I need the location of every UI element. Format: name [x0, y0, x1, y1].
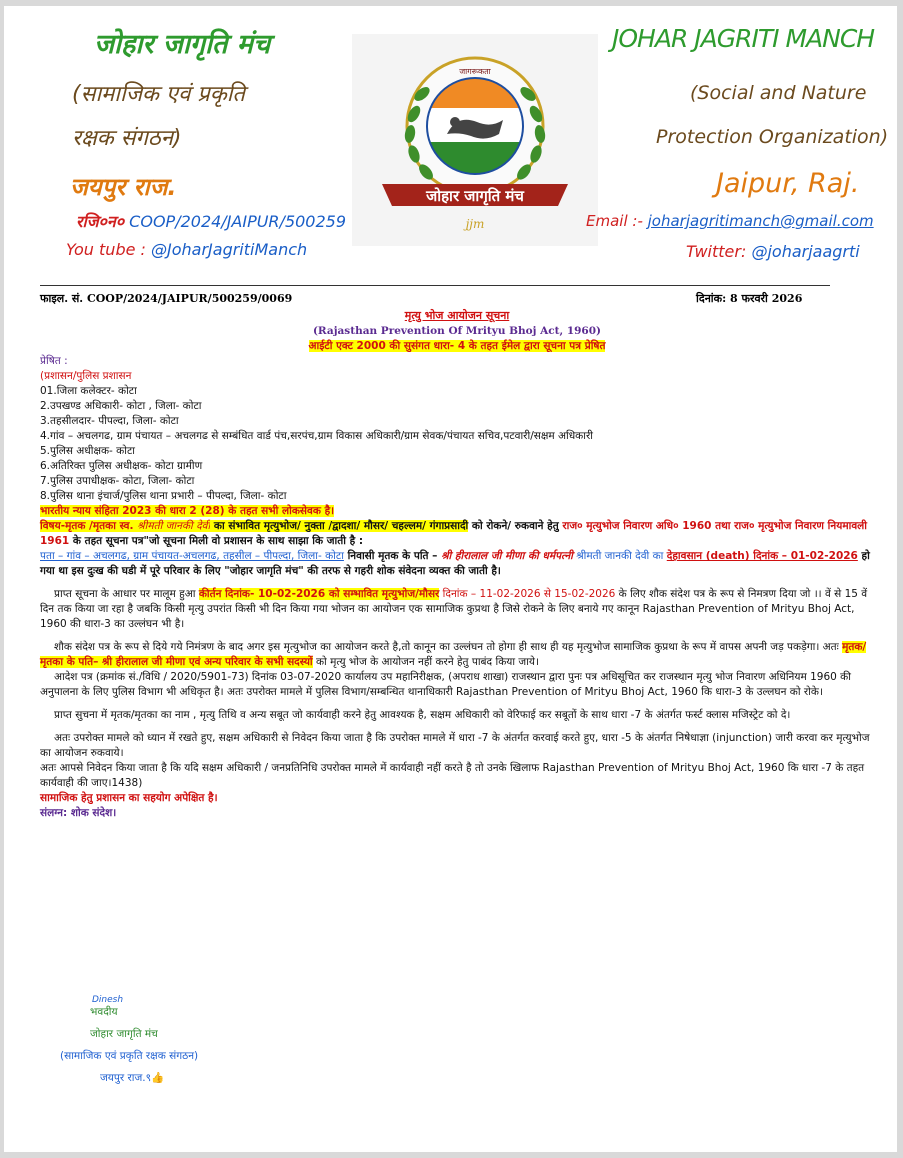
twitter-handle	[686, 242, 860, 261]
org-logo	[352, 34, 598, 246]
address-joiner: निवासी मृतक के पति –	[343, 550, 442, 562]
city-hindi: जयपुर राज.	[70, 173, 177, 201]
paragraph-5: अतः उपरोक्त मामले को ध्यान में रखते हुए, सक्षम अधिकारी से निवेदन किया जाता है कि उपरोक्त मामले में धारा -7 के अंतर्गत करवाई करते हुए, धारा -5 के अंतर्गत निषेधाज्ञा (injunction) जारी करवा कर मृत्युभोज का आयोजन रुकवाये।	[40, 732, 870, 759]
file-number: फाइल. सं. COOP/2024/JAIPUR/500259/0069	[40, 292, 293, 305]
it-act-line: आईटी एक्ट 2000 की सुसंगत धारा- 4 के तहत ईमेल द्वारा सूचना पत्र प्रेषित	[308, 340, 606, 352]
list-item: 4.गांव – अचलगढ, ग्राम पंचायत – अचलगढ से सम्बंधित वार्ड पंच,सरपंच,ग्राम विकास अधिकारी/ग्राम सेवक/पंचायत सचिव,पटवारी/सक्षम अधिकारी	[40, 430, 593, 442]
deceased-name-2: श्रीमती जानकी देवी	[572, 550, 650, 562]
recipient-list	[40, 384, 874, 504]
list-item: 6.अतिरिक्त पुलिस अधीक्षक- कोटा ग्रामीण	[40, 460, 203, 472]
letter-body	[40, 308, 874, 821]
paragraph-6: अतः आपसे निवेदन किया जाता है कि यदि सक्षम अधिकारी / जनप्रतिनिधि उपरोक्त मामले में कार्यवाही नहीं करते है तो उनके खिलाफ Rajasthan Prevention of Mrityu Bhoj Act, 1960 कि धारा -7 के तहत कार्यवाही की जाए।1438)	[40, 762, 865, 789]
org-subtitle-english-1: (Social and Nature	[690, 82, 867, 104]
youtube-handle	[66, 240, 307, 259]
p1-event-date: कीर्तन दिनांक- 10-02-2026 को सम्भावित मृत्युभोज/मौसर	[198, 588, 440, 600]
registration-number	[76, 210, 346, 232]
death-date: देहावसान (death) दिनांक – 01-02-2026	[666, 550, 858, 562]
org-subtitle-english-2: Protection Organization)	[656, 126, 889, 148]
signature-line-1: भवदीय	[90, 1006, 118, 1018]
bns-line: भारतीय न्याय संहिता 2023 की धारा 2 (28) के तहत सभी लोकसेवक है।	[40, 505, 335, 517]
city-english: Jaipur, Raj.	[716, 168, 860, 199]
address: पता – गांव – अचलगढ, ग्राम पंचायत-अचलगढ, तहसील – पीपल्दा, जिला- कोटा	[40, 550, 344, 562]
list-item: 2.उपखण्ड अधिकारी- कोटा , जिला- कोटा	[40, 400, 202, 412]
cooperation-line: सामाजिक हेतु प्रशासन का सहयोग अपेक्षित है।	[40, 792, 218, 804]
org-title-english: JOHAR JAGRITI MANCH	[612, 24, 875, 53]
address-joiner-2: का	[649, 550, 667, 562]
twitter-value: @joharjaagrti	[751, 242, 860, 261]
signature-line-3: (सामाजिक एवं प्रकृति रक्षक संगठन)	[60, 1050, 199, 1062]
list-item: 5.पुलिस अधीक्षक- कोटा	[40, 445, 135, 457]
document-date: दिनांक: 8 फरवरी 2026	[696, 292, 803, 305]
subject-event: संभावित मृत्युभोज/ नुक्ता /द्वादशा/ मौसर/ चहल्लम/ गंगाप्रसादी	[228, 520, 469, 532]
header-divider	[40, 285, 830, 286]
registration-value: COOP/2024/JAIPUR/500259	[124, 212, 347, 231]
subject-law: राज० मृत्युभोज निवारण अधि० 1960 तथा राज० मृत्युभोज निवारण नियमावली 1961	[40, 520, 867, 547]
act-reference: (Rajasthan Prevention Of Mrityu Bhoj Act, 1960)	[312, 325, 602, 337]
p1-date-range: दिनांक – 11-02-2026 से 15-02-2026	[439, 588, 616, 600]
p1-intro: प्राप्त सूचना के आधार पर मालूम हुआ	[54, 588, 199, 600]
p2-body: को मृत्यु भोज के आयोजन नहीं करने हेतु पाबंद किया जाये।	[312, 656, 539, 668]
husband-name: श्री हीरालाल जी मीणा की धर्मपत्नी	[441, 550, 573, 562]
paragraph-3: आदेश पत्र (क्रमांक सं./विधि / 2020/5901-73) दिनांक 03-07-2020 कार्यालय उप महानिरीक्षक, (अपराध शाखा) राजस्थान द्वारा पुनः पत्र अधिसूचित कर राजस्थान मृत्यु भोज निवारण अधिनियम 1960 की अनुपालना के लिए पुलिस विभाग भी अधिकृत है। अतः उपरोक्त मामले में पुलिस विभाग/सम्बन्धित थानाधिकारी Rajasthan Prevention of Mrityu Bhoj Act, 1960 कि धारा-3 के उल्लघन को रोके।	[40, 671, 851, 698]
twitter-label: Twitter:	[686, 242, 752, 261]
email-link[interactable]: joharjagritimanch@gmail.com	[647, 212, 874, 230]
subject-prefix: विषय-मृतक /मृतका स्व.	[40, 520, 138, 532]
list-item: 3.तहसीलदार- पीपल्दा, जिला- कोटा	[40, 415, 179, 427]
subject-joiner: का	[210, 520, 229, 532]
signature-line-4: जयपुर राज.९👍	[100, 1072, 165, 1084]
address-paragraph	[40, 549, 874, 579]
signature-line-2: जोहार जागृति मंच	[90, 1028, 158, 1040]
recipients-heading: प्रेषित :	[40, 355, 68, 367]
p2-intro: शौक संदेश पत्र के रूप से दिये गये निमंत्रण के बाद अगर इस मृत्युभोज का आयोजन करते है,तो कानून का उल्लंघन तो होगा ही साथ ही यह मृत्युभोज सामाजिक कुप्रथा के रूप में वापस अपनी जड़ पकड़ेगा। अतः	[54, 641, 843, 653]
list-item: 7.पुलिस उपाधीक्षक- कोटा, जिला- कोटा	[40, 475, 195, 487]
p1-body: के लिए शौक संदेश पत्र के रूप से निमत्रण दिया जो ।। वें से 15 वें दिन तक किया जा रहा है जबकि किसी मृत्यु उपरांत किसी भी दिन किया गया भोजन का आयोजन एक सामाजिक कुप्रथा है जिसे रोकने के लिए बनाये गए कानून Rajasthan Prevention of Mrityu Bhoj Act, 1960 की धारा-3 का उल्लंघन भी है।	[40, 588, 868, 630]
signature-block	[60, 989, 198, 1089]
deceased-name: श्रीमती जानकी देवी	[137, 520, 211, 532]
youtube-value: @JoharJagritiManch	[145, 240, 308, 259]
enclosure-line: संलग्न: शोक संदेश।	[40, 807, 117, 819]
paragraph-4: प्राप्त सुचना में मृतक/मृतका का नाम , मृत्यु तिथि व अन्य सबूत जो कार्यवाही करने हेतु आवश्यक है, सक्षम अधिकारी को वेरिफाई कर सबूतों के साथ धारा -7 के अंतर्गत फर्स्ट क्लास मजिस्ट्रेट को दे।	[54, 709, 791, 721]
org-subtitle-hindi-1: (सामाजिक एवं प्रकृति	[72, 82, 245, 107]
document-page	[4, 6, 897, 1152]
youtube-label: You tube :	[66, 240, 146, 259]
admin-heading: (प्रशासन/पुलिस प्रशासन	[40, 370, 132, 382]
email-label: Email :-	[586, 212, 648, 230]
email-contact	[586, 212, 874, 230]
org-title-hindi: जोहार जागृति मंच	[94, 29, 271, 60]
registration-label: रजि०न०	[76, 212, 125, 231]
logo-top-text: जागरूकता	[459, 67, 491, 76]
condolence-text: हो गया था इस दुःख की घडी में पूरे परिवार के लिए "जोहार जागृति मंच" की तरफ से गहरी शोक संवेदना व्यक्त की जाती है।	[40, 550, 870, 577]
paragraph-2	[40, 640, 874, 670]
paragraph-1	[40, 587, 874, 632]
signature-scribble: Dinesh	[92, 995, 124, 1005]
logo-monogram: jjm	[465, 217, 485, 231]
subject-purpose: को रोकने/ रुकवाने हेतु	[468, 520, 563, 532]
logo-banner-text: जोहार जागृति मंच	[426, 187, 524, 205]
p2-family: मृतक/मृतका के पति– श्री हीरालाल जी मीणा एवं अन्य परिवार के सभी सदस्यों	[40, 641, 867, 668]
subject-paragraph	[40, 519, 874, 549]
org-subtitle-hindi-2: रक्षक संगठन)	[72, 126, 182, 151]
list-item: 01.जिला कलेक्टर- कोटा	[40, 385, 137, 397]
subject-suffix: के तहत सूचना पत्र"जो सूचना मिली वो प्रशासन के साथ साझा कि जाती है :	[69, 535, 364, 547]
list-item: 8.पुलिस थाना इंचार्ज/पुलिस थाना प्रभारी – पीपल्दा, जिला- कोटा	[40, 490, 287, 502]
letter-title: मृत्यु भोज आयोजन सूचना	[404, 309, 510, 322]
